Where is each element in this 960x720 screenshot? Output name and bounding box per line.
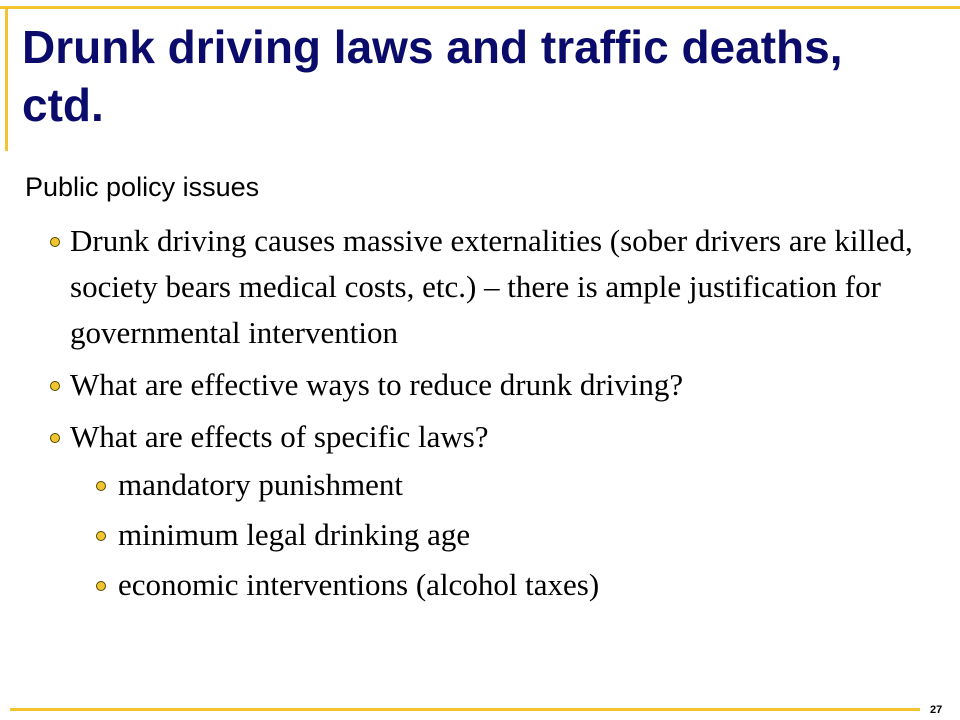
bullet-item xyxy=(50,218,930,356)
bullet-dot-icon xyxy=(50,381,60,391)
section-heading: Public policy issues xyxy=(25,172,260,202)
sub-bullet-item xyxy=(96,562,930,608)
bullet-list xyxy=(50,218,930,612)
top-accent-bar xyxy=(0,6,960,9)
bullet-item xyxy=(50,362,930,408)
left-accent-bar xyxy=(5,6,8,151)
sub-bullet-text: economic interventions (alcohol taxes) xyxy=(118,567,600,602)
sub-bullet-text: minimum legal drinking age xyxy=(118,517,471,552)
bullet-text: What are effective ways to reduce drunk driving? xyxy=(70,367,684,402)
bullet-item xyxy=(50,414,930,608)
bullet-dot-icon xyxy=(96,531,106,541)
bullet-dot-icon xyxy=(50,237,60,247)
sub-bullet-item xyxy=(96,512,930,558)
sub-bullet-item xyxy=(96,462,930,508)
sub-bullet-list xyxy=(96,462,930,608)
bullet-dot-icon xyxy=(96,481,106,491)
slide-title: Drunk driving laws and traffic deaths, ctd. xyxy=(22,21,843,131)
bottom-accent-bar xyxy=(10,708,920,711)
page-number: 27 xyxy=(930,704,943,716)
sub-bullet-text: mandatory punishment xyxy=(118,467,403,502)
bullet-text: Drunk driving causes massive externalities (sober drivers are killed, society bears medical costs, etc.) – there is ample justification for governmental intervention xyxy=(70,223,913,350)
bullet-dot-icon xyxy=(96,581,106,591)
bullet-text: What are effects of specific laws? xyxy=(70,419,489,454)
bullet-dot-icon xyxy=(50,433,60,443)
